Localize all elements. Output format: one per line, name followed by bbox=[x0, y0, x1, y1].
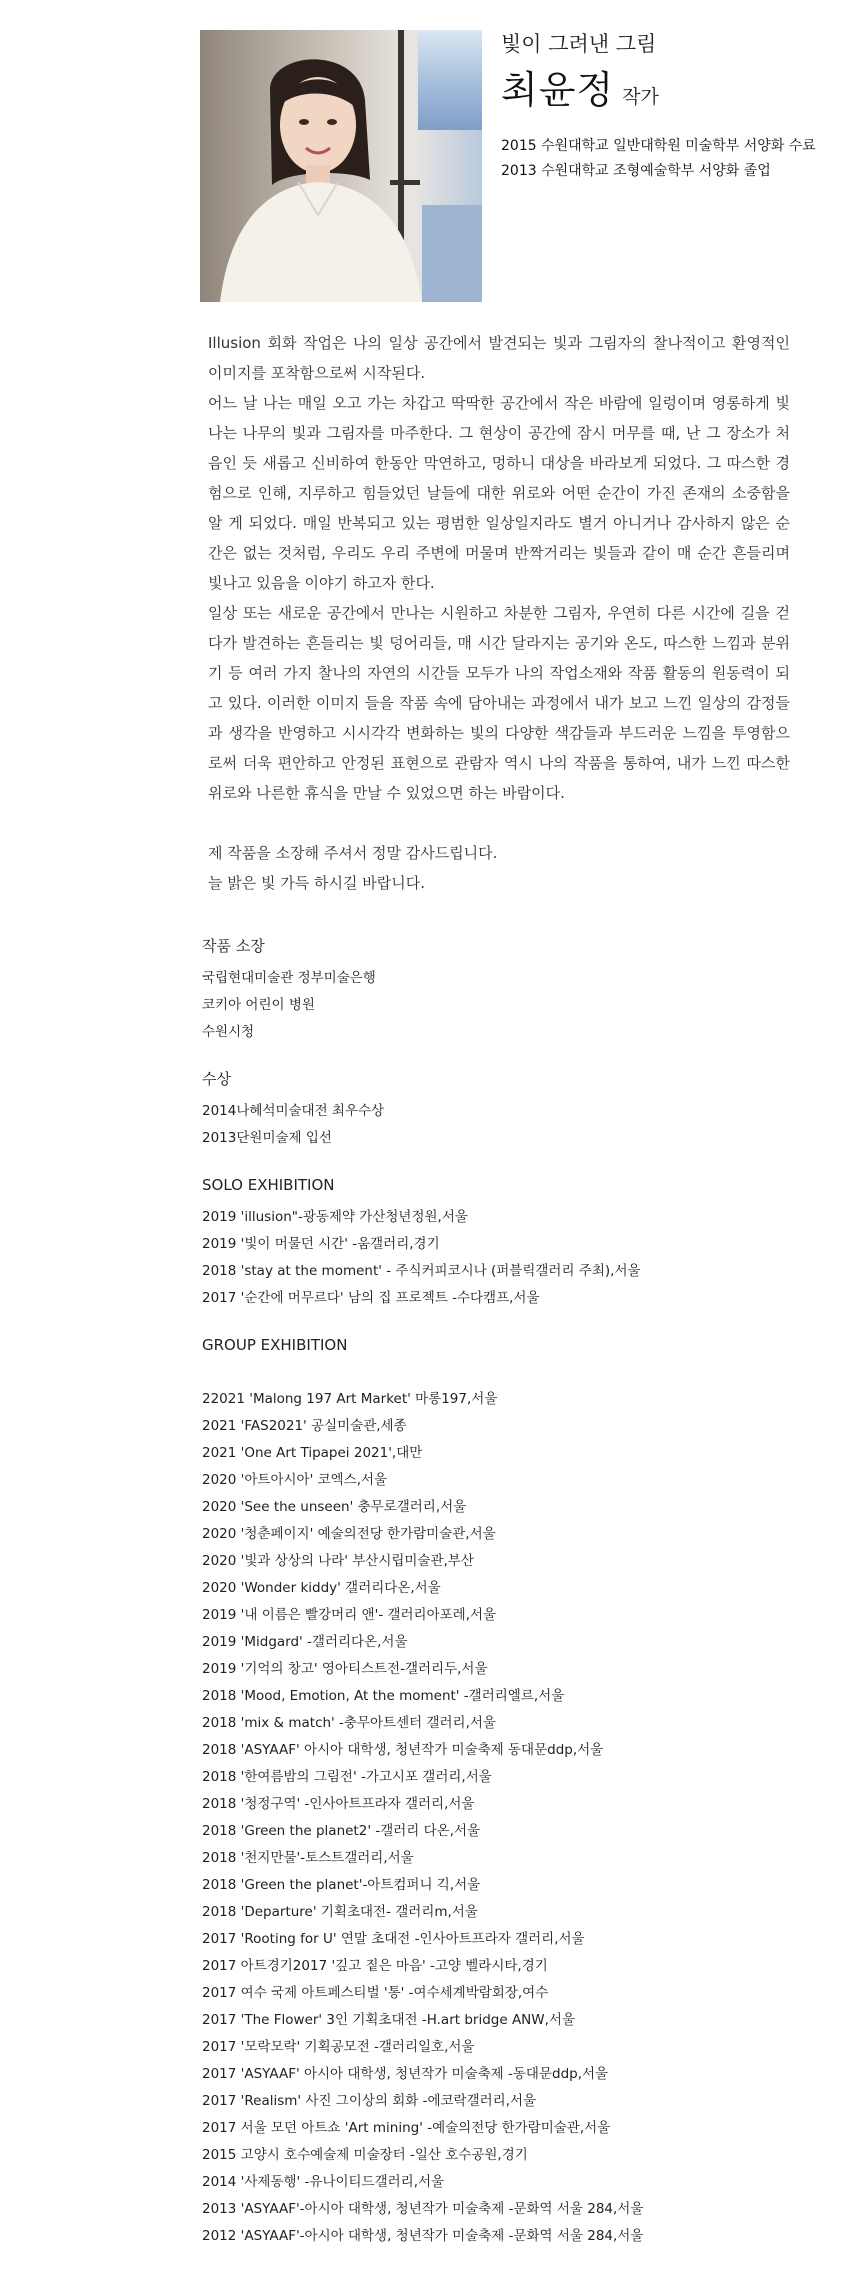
solo-exhibition-section bbox=[202, 1172, 822, 1312]
collections-list bbox=[202, 965, 822, 1046]
list-item: 2018 'Green the planet'-아트컴퍼니 긱,서울 bbox=[202, 1877, 481, 1893]
list-item: 2018 '천지만물'-토스트갤러리,서울 bbox=[202, 1850, 414, 1866]
collections-section bbox=[202, 933, 822, 1046]
list-item: 2017 '모락모락' 기획공모전 -갤러리일호,서울 bbox=[202, 2039, 475, 2055]
statement-paragraph: 일상 또는 새로운 공간에서 만나는 시원하고 차분한 그림자, 우연히 다른 시간에 길을 걷다가 발견하는 흔들리는 빛 덩어리들, 매 시간 달라지는 공기와 온도, 따스한 느낌과 분위기 등 여러 가지 찰나의 자연의 시간들 모두가 나의 작업소재와 작품 활동의 원동력이 되고 있다. 이러한 이미지 들을 작품 속에 담아내는 과정에서 내가 보고 느낀 일상의 감정들과 생각을 반영하고 시시각각 변화하는 빛의 다양한 색감들과 부드러운 느낌을 투영함으로써 더욱 편안하고 안정된 표현으로 관람자 역시 나의 작품을 통하여, 내가 느낀 따스한 위로와 나른한 휴식을 만날 수 있었으면 하는 바람이다. bbox=[208, 604, 790, 802]
artist-statement bbox=[208, 328, 790, 808]
education-item: 2013 수원대학교 조형예술학부 서양화 졸업 bbox=[501, 163, 771, 179]
list-item: 2021 'FAS2021' 공실미술관,세종 bbox=[202, 1418, 407, 1434]
list-item: 2017 '순간에 머무르다' 남의 집 프로젝트 -수다캠프,서울 bbox=[202, 1290, 540, 1306]
education-list bbox=[501, 134, 841, 184]
list-item: 2018 '한여름밤의 그림전' -가고시포 갤러리,서울 bbox=[202, 1769, 492, 1785]
artist-name-line bbox=[501, 68, 841, 120]
thanks-line: 제 작품을 소장해 주셔서 정말 감사드립니다. bbox=[208, 844, 498, 862]
list-item: 2014나혜석미술대전 최우수상 bbox=[202, 1103, 385, 1119]
education-item: 2015 수원대학교 일반대학원 미술학부 서양화 수료 bbox=[501, 138, 816, 154]
list-item: 2019 'Midgard' -갤러리다온,서울 bbox=[202, 1634, 408, 1650]
list-item: 2020 '아트아시아' 코엑스,서울 bbox=[202, 1472, 388, 1488]
list-item: 2018 '청정구역' -인사아트프라자 갤러리,서울 bbox=[202, 1796, 475, 1812]
statement-paragraph: 어느 날 나는 매일 오고 가는 차갑고 딱딱한 공간에서 작은 바람에 일렁이며 영롱하게 빛나는 나무의 빛과 그림자를 마주한다. 그 현상이 공간에 잠시 머무를 때, 난 그 장소가 처음인 듯 새롭고 신비하여 한동안 막연하고, 멍하니 대상을 바라보게 되었다. 그 따스한 경험으로 인해, 지루하고 힘들었던 날들에 대한 위로와 어떤 순간이 가진 존재의 소중함을 알 게 되었다. 매일 반복되고 있는 평범한 일상일지라도 별거 아니거나 감사하지 않은 순간은 없는 것처럼, 우리도 우리 주변에 머물며 반짝거리는 빛들과 같이 매 순간 흔들리며 빛나고 있음을 이야기 하고자 한다. bbox=[208, 394, 790, 592]
statement-paragraph: Illusion 회화 작업은 나의 일상 공간에서 발견되는 빛과 그림자의 찰나적이고 환영적인 이미지를 포착함으로써 시작된다. bbox=[208, 334, 790, 382]
list-item: 2018 'ASYAAF' 아시아 대학생, 청년작가 미술축제 동대문ddp,서울 bbox=[202, 1742, 604, 1758]
list-item: 2018 'stay at the moment' - 주식커피코시나 (퍼블릭갤러리 주최),서울 bbox=[202, 1263, 641, 1279]
list-item: 2019 'illusion"-광동제약 가산청년정원,서울 bbox=[202, 1209, 468, 1225]
list-item: 2017 여수 국제 아트페스티벌 '통' -여수세계박람회장,여수 bbox=[202, 1985, 549, 2001]
list-item: 22021 'Malong 197 Art Market' 마롱197,서울 bbox=[202, 1391, 498, 1407]
thanks-message bbox=[208, 838, 790, 898]
list-item: 2020 'See the unseen' 충무로갤러리,서울 bbox=[202, 1499, 467, 1515]
list-item: 2015 고양시 호수예술제 미술장터 -일산 호수공원,경기 bbox=[202, 2147, 528, 2163]
list-item: 수원시청 bbox=[202, 1024, 255, 1040]
list-item: 2013단원미술제 입선 bbox=[202, 1130, 332, 1146]
section-title: 작품 소장 bbox=[202, 937, 265, 955]
artist-name: 최윤정 bbox=[501, 68, 615, 112]
artist-role: 작가 bbox=[622, 86, 659, 108]
list-item: 2017 'Rooting for U' 연말 초대전 -인사아트프라자 갤러리,서울 bbox=[202, 1931, 585, 1947]
section-title: GROUP EXHIBITION bbox=[202, 1336, 348, 1354]
section-title: SOLO EXHIBITION bbox=[202, 1176, 335, 1194]
list-item: 2019 '기억의 창고' 영아티스트전-갤러리두,서울 bbox=[202, 1661, 488, 1677]
list-item: 코키아 어린이 병원 bbox=[202, 997, 315, 1013]
artist-header bbox=[501, 30, 841, 184]
list-item: 2019 '빛이 머물던 시간' -움갤러리,경기 bbox=[202, 1236, 440, 1252]
awards-section bbox=[202, 1066, 822, 1152]
group-exhibition-list bbox=[202, 1386, 822, 2250]
list-item: 2013 'ASYAAF'-아시아 대학생, 청년작가 미술축제 -문화역 서울 284,서울 bbox=[202, 2201, 644, 2217]
list-item: 2020 '빛과 상상의 나라' 부산시립미술관,부산 bbox=[202, 1553, 474, 1569]
awards-list bbox=[202, 1098, 822, 1152]
list-item: 2018 'Green the planet2' -갤러리 다온,서울 bbox=[202, 1823, 481, 1839]
group-exhibition-section bbox=[202, 1332, 822, 2250]
list-item: 2012 'ASYAAF'-아시아 대학생, 청년작가 미술축제 -문화역 서울 284,서울 bbox=[202, 2228, 644, 2244]
solo-exhibition-list bbox=[202, 1204, 822, 1312]
career-sections bbox=[202, 933, 822, 2270]
list-item: 2017 서울 모던 아트쇼 'Art mining' -예술의전당 한가람미술관,서울 bbox=[202, 2120, 611, 2136]
list-item: 2019 '내 이름은 빨강머리 앤'- 갤러리아포레,서울 bbox=[202, 1607, 497, 1623]
section-title: 수상 bbox=[202, 1070, 231, 1088]
list-item: 국립현대미술관 정부미술은행 bbox=[202, 970, 376, 986]
list-item: 2014 '사제동행' -유나이티드갤러리,서울 bbox=[202, 2174, 445, 2190]
exhibition-subtitle: 빛이 그려낸 그림 bbox=[501, 32, 657, 56]
list-item: 2017 'Realism' 사진 그이상의 회화 -에코락갤러리,서울 bbox=[202, 2093, 537, 2109]
list-item: 2017 'The Flower' 3인 기획초대전 -H.art bridge ANW,서울 bbox=[202, 2012, 575, 2028]
list-item: 2017 아트경기2017 '깊고 짙은 마음' -고양 벨라시타,경기 bbox=[202, 1958, 548, 1974]
list-item: 2017 'ASYAAF' 아시아 대학생, 청년작가 미술축제 -동대문ddp,서울 bbox=[202, 2066, 609, 2082]
list-item: 2021 'One Art Tipapei 2021',대만 bbox=[202, 1445, 423, 1461]
artist-photo bbox=[200, 30, 482, 302]
list-item: 2018 'mix & match' -충무아트센터 갤러리,서울 bbox=[202, 1715, 496, 1731]
list-item: 2020 'Wonder kiddy' 갤러리다온,서울 bbox=[202, 1580, 441, 1596]
list-item: 2020 '청춘페이지' 예술의전당 한가람미술관,서울 bbox=[202, 1526, 496, 1542]
thanks-line: 늘 밝은 빛 가득 하시길 바랍니다. bbox=[208, 874, 425, 892]
list-item: 2018 'Mood, Emotion, At the moment' -갤러리엘르,서울 bbox=[202, 1688, 565, 1704]
list-item: 2018 'Departure' 기획초대전- 갤러리m,서울 bbox=[202, 1904, 478, 1920]
